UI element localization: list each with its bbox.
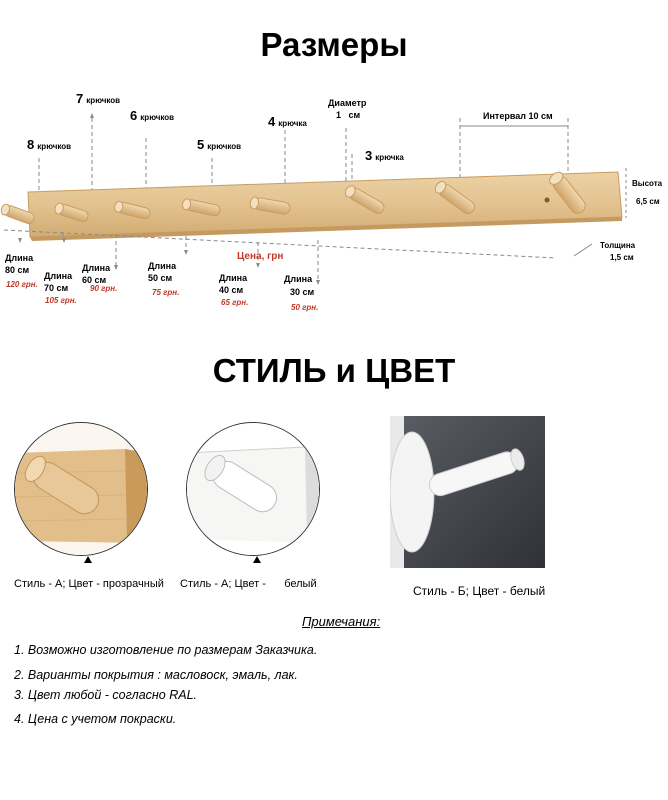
length-label-50: Длина	[148, 261, 177, 271]
price-60: 90 грн.	[90, 284, 118, 293]
height-label: Высота	[632, 179, 663, 188]
style-a-transparent-image	[14, 422, 148, 556]
price-30: 50 грн.	[291, 303, 319, 312]
diameter-value: 1 см	[336, 110, 361, 120]
caption-style-b-white: Стиль - Б; Цвет - белый	[413, 584, 546, 598]
length-value-40: 40 см	[219, 285, 244, 295]
price-50: 75 грн.	[152, 288, 180, 297]
price-70: 105 грн.	[45, 296, 77, 305]
thickness-value: 1,5 см	[610, 253, 634, 262]
hook-count-3: 3 крючка	[365, 148, 404, 163]
interval-label: Интервал 10 см	[483, 111, 553, 121]
length-value-70: 70 см	[44, 283, 69, 293]
style-b-white-image	[390, 416, 545, 568]
sizes-title: Размеры	[260, 26, 408, 63]
length-value-50: 50 см	[148, 273, 173, 283]
length-label-80: Длина	[5, 253, 34, 263]
price-header: Цена, грн	[237, 251, 284, 262]
caption-style-a-transparent: Стиль - А; Цвет - прозрачный	[14, 578, 164, 590]
hook-count-4: 4 крючка	[268, 114, 307, 129]
triangle-marker	[84, 556, 92, 563]
length-label-40: Длина	[219, 273, 248, 283]
note-item: 3. Цвет любой - согласно RAL.	[14, 688, 197, 702]
thickness-label: Толщина	[600, 241, 636, 250]
hook-count-5: 5 крючков	[197, 137, 242, 152]
screw-hole	[545, 198, 550, 203]
hook-count-7: 7 крючков	[76, 91, 121, 106]
hook-count-6: 6 крючков	[130, 108, 175, 123]
style-a-white-image	[186, 422, 320, 556]
length-label-70: Длина	[44, 271, 73, 281]
length-label-30: Длина	[284, 274, 313, 284]
triangle-marker	[253, 556, 261, 563]
length-value-80: 80 см	[5, 265, 30, 275]
thickness-dimension	[574, 244, 592, 256]
diameter-label: Диаметр	[328, 98, 367, 108]
length-value-60: 60 см	[82, 275, 107, 285]
price-40: 65 грн.	[221, 298, 249, 307]
hook-count-8: 8 крючков	[27, 137, 72, 152]
note-item: 2. Варианты покрытия : масловоск, эмаль, лак.	[14, 668, 298, 682]
length-label-60: Длина	[82, 263, 111, 273]
height-value: 6,5 см	[636, 197, 660, 206]
length-value-30: 30 см	[290, 287, 315, 297]
note-item: 1. Возможно изготовление по размерам Заказчика.	[14, 643, 318, 657]
note-item: 4. Цена с учетом покраски.	[14, 712, 177, 726]
caption-style-a-white: Стиль - А; Цвет - белый	[180, 578, 317, 590]
price-80: 120 грн.	[6, 280, 38, 289]
notes-title: Примечания:	[302, 614, 381, 629]
style-title: СТИЛЬ и ЦВЕТ	[212, 352, 456, 389]
